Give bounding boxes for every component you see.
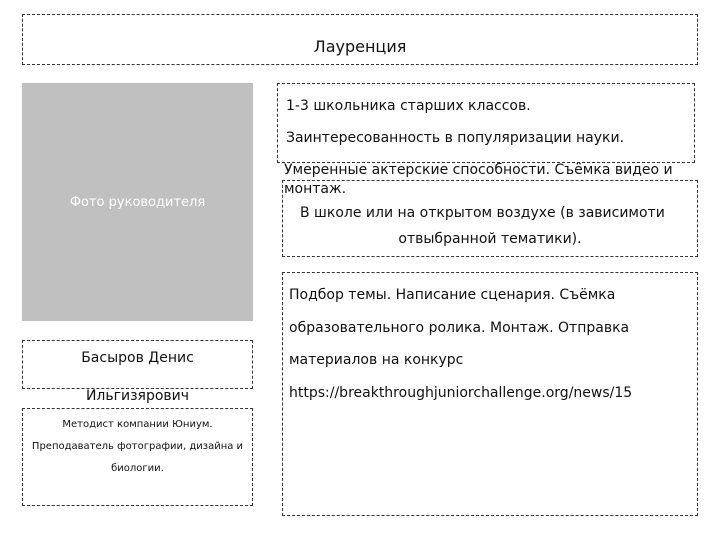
step-2: образовательного ролика. Монтаж. Отправка [289,320,630,336]
leader-name-2: Ильгизярович [85,388,190,404]
leader-desc-2: Преподаватель фотографии, дизайна и [31,441,244,452]
requirement-1: 1-3 школьника старших классов. [286,98,531,114]
requirement-2: Заинтересованность в популяризации науки. [286,130,625,146]
step-3: материалов на конкурс [289,352,464,368]
page-title: Лауренция [313,37,407,56]
leader-desc-1: Методист компании Юниум. [62,419,213,430]
contest-link[interactable]: https://breakthroughjuniorchallenge.org/news/15 [289,385,633,401]
step-1: Подбор темы. Написание сценария. Съёмка [289,287,616,303]
photo-placeholder [22,83,253,321]
location-2: отвыбранной тематики). [398,231,582,247]
leader-desc-3: биологии. [111,463,164,474]
requirement-3: Умеренные актерские способности. Съёмка видео и [284,162,673,178]
location-1: В школе или на открытом воздухе (в зависимоти [300,205,665,221]
requirements-box [277,83,695,163]
leader-name-1: Басыров Денис [81,350,194,366]
requirement-4: монтаж. [284,181,347,197]
photo-label: Фото руководителя [69,195,206,210]
title-box [22,14,698,65]
